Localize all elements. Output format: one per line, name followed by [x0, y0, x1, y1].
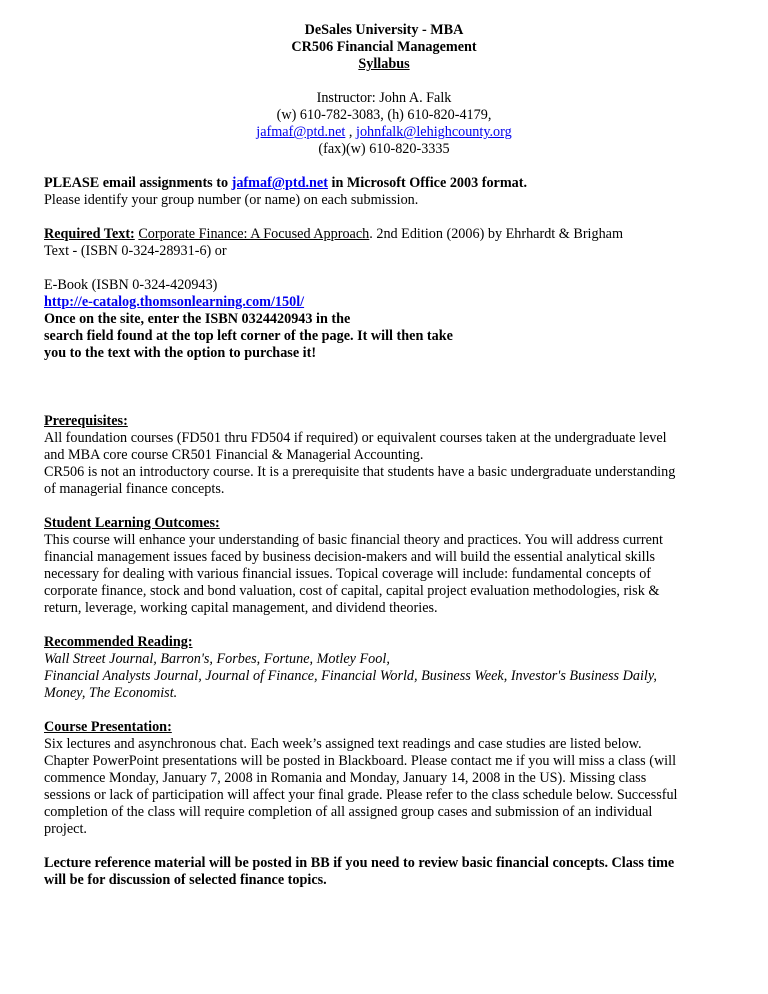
instructor-phones: (w) 610-782-3083, (h) 610-820-4179, — [276, 107, 492, 123]
recommended-reading-line: Wall Street Journal, Barron's, Forbes, Fortune, Motley Fool, — [44, 651, 390, 667]
textbook-title: Corporate Finance: A Focused Approach — [138, 226, 370, 242]
lecture-note-section — [44, 855, 734, 889]
required-text-line — [44, 226, 734, 243]
lecture-note-line: Lecture reference material will be posted in BB if you need to review basic financial concepts. Class time — [44, 855, 675, 871]
ebook-url-link[interactable]: http://e-catalog.thomsonlearning.com/150l/ — [44, 294, 305, 310]
email-separator: , — [345, 124, 357, 140]
prerequisites-line: and MBA core course CR501 Financial & Managerial Accounting. — [44, 447, 424, 463]
instructor-emails — [0, 124, 768, 141]
instructor-fax: (fax)(w) 610-820-3335 — [318, 141, 450, 157]
course-presentation-heading: Course Presentation: — [44, 719, 172, 735]
document-type: Syllabus — [358, 56, 410, 72]
prerequisites-heading: Prerequisites: — [44, 413, 128, 429]
instructor-name: Instructor: John A. Falk — [316, 90, 452, 106]
document-header — [0, 0, 768, 158]
email-link-secondary[interactable]: johnfalk@lehighcounty.org — [356, 124, 512, 140]
learning-outcomes-line: corporate finance, stock and bond valuation, cost of capital, capital project evaluation methodologies, risk & — [44, 583, 660, 599]
ebook-instruction-3: you to the text with the option to purchase it! — [44, 345, 317, 361]
learning-outcomes-section — [44, 515, 734, 617]
recommended-reading-line: Financial Analysts Journal, Journal of Finance, Financial World, Business Week, Investor's Business Daily, — [44, 668, 657, 684]
prerequisites-line: CR506 is not an introductory course. It is a prerequisite that students have a basic undergraduate understanding — [44, 464, 676, 480]
university-title: DeSales University - MBA — [304, 22, 464, 38]
textbook-isbn: Text - (ISBN 0-324-28931-6) or — [44, 243, 227, 259]
learning-outcomes-heading: Student Learning Outcomes: — [44, 515, 220, 531]
recommended-reading-heading: Recommended Reading: — [44, 634, 193, 650]
recommended-reading-line: Money, The Economist. — [44, 685, 178, 701]
course-presentation-section — [44, 719, 734, 838]
textbook-details: . 2nd Edition (2006) by Ehrhardt & Brigham — [369, 226, 624, 242]
course-title: CR506 Financial Management — [291, 39, 477, 55]
course-presentation-line: Chapter PowerPoint presentations will be posted in Blackboard. Please contact me if you will miss a class (will — [44, 753, 677, 769]
course-presentation-line: project. — [44, 821, 87, 837]
submission-note: Please identify your group number (or name) on each submission. — [44, 192, 419, 208]
required-text-heading: Required Text: — [44, 226, 135, 242]
learning-outcomes-line: return, leverage, working capital management, and dividend theories. — [44, 600, 438, 616]
prerequisites-section — [44, 413, 734, 498]
ebook-isbn: E-Book (ISBN 0-324-420943) — [44, 277, 218, 293]
ebook-instruction-1: Once on the site, enter the ISBN 0324420943 in the — [44, 311, 351, 327]
prerequisites-line: All foundation courses (FD501 thru FD504 if required) or equivalent courses taken at the undergraduate level — [44, 430, 667, 446]
submission-instruction: PLEASE email assignments to jafmaf@ptd.net in Microsoft Office 2003 format. — [44, 175, 528, 191]
course-presentation-line: Six lectures and asynchronous chat. Each week’s assigned text readings and case studies are listed below. — [44, 736, 642, 752]
course-presentation-line: sessions or lack of participation will affect your final grade. Please refer to the class schedule below. Successful — [44, 787, 678, 803]
lecture-note-line: will be for discussion of selected finance topics. — [44, 872, 327, 888]
submission-email-link[interactable]: jafmaf@ptd.net — [231, 175, 328, 191]
email-link-primary[interactable]: jafmaf@ptd.net — [256, 124, 346, 140]
learning-outcomes-line: This course will enhance your understanding of basic financial theory and practices. You will address current — [44, 532, 663, 548]
learning-outcomes-line: necessary for dealing with various financial issues. Topical coverage will include: fundamental concepts of — [44, 566, 652, 582]
required-text-section — [44, 226, 734, 362]
recommended-reading-section — [44, 634, 734, 702]
prerequisites-line: of managerial finance concepts. — [44, 481, 225, 497]
course-presentation-line: completion of the class will require completion of all assigned group cases and submission of an individual — [44, 804, 653, 820]
course-presentation-line: commence Monday, January 7, 2008 in Romania and Monday, January 14, 2008 in the US). Missing class — [44, 770, 647, 786]
submission-section — [44, 175, 734, 209]
learning-outcomes-line: financial management issues faced by business decision-makers and will build the essential analytical skills — [44, 549, 656, 565]
ebook-instruction-2: search field found at the top left corner of the page. It will then take — [44, 328, 453, 344]
